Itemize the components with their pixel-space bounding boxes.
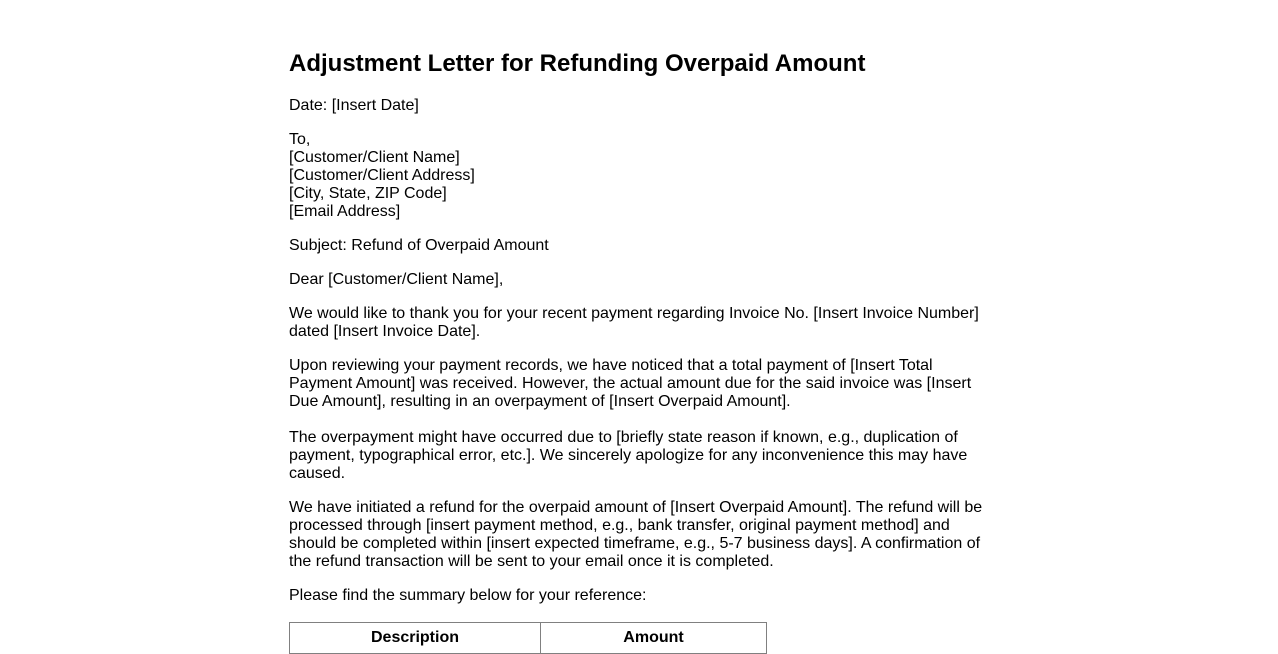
summary-intro: Please find the summary below for your reference: — [289, 587, 647, 604]
paragraph-line: Payment Amount] was received. However, the actual amount due for the said invoice was [Insert — [289, 375, 972, 392]
subject-line: Subject: Refund of Overpaid Amount — [289, 237, 549, 254]
address-email: [Email Address] — [289, 203, 401, 220]
address-name: [Customer/Client Name] — [289, 149, 460, 166]
summary-table — [289, 622, 767, 654]
paragraph-line: We would like to thank you for your recent payment regarding Invoice No. [Insert Invoice Number] — [289, 305, 979, 322]
paragraph-line: The overpayment might have occurred due to [briefly state reason if known, e.g., duplication of — [289, 429, 958, 446]
paragraph-line: payment, typographical error, etc.]. We sincerely apologize for any inconvenience this may have — [289, 447, 968, 464]
column-header-description: Description — [290, 623, 541, 654]
paragraph-line: We have initiated a refund for the overpaid amount of [Insert Overpaid Amount]. The refund will be — [289, 499, 983, 516]
paragraph-line: should be completed within [insert expected timeframe, e.g., 5-7 business days]. A confirmation of — [289, 535, 981, 552]
paragraph-line: caused. — [289, 465, 346, 482]
recipient-address — [289, 131, 989, 221]
address-street: [Customer/Client Address] — [289, 167, 475, 184]
paragraph-line: the refund transaction will be sent to your email once it is completed. — [289, 553, 774, 570]
date-line: Date: [Insert Date] — [289, 97, 419, 114]
paragraph-line: dated [Insert Invoice Date]. — [289, 323, 481, 340]
paragraph-line: Due Amount], resulting in an overpayment of [Insert Overpaid Amount]. — [289, 393, 791, 410]
letter-title: Adjustment Letter for Refunding Overpaid Amount — [289, 50, 866, 77]
paragraph-line: processed through [insert payment method, e.g., bank transfer, original payment method] and — [289, 517, 950, 534]
paragraph-thanks — [289, 305, 989, 341]
address-to: To, — [289, 131, 311, 148]
paragraph-reason — [289, 429, 989, 483]
paragraph-refund — [289, 499, 989, 571]
salutation: Dear [Customer/Client Name], — [289, 271, 504, 288]
paragraph-line: Upon reviewing your payment records, we have noticed that a total payment of [Insert Total — [289, 357, 933, 374]
column-header-amount: Amount — [541, 623, 767, 654]
address-city: [City, State, ZIP Code] — [289, 185, 447, 202]
paragraph-review — [289, 357, 989, 411]
summary-table-header-row — [290, 623, 767, 654]
